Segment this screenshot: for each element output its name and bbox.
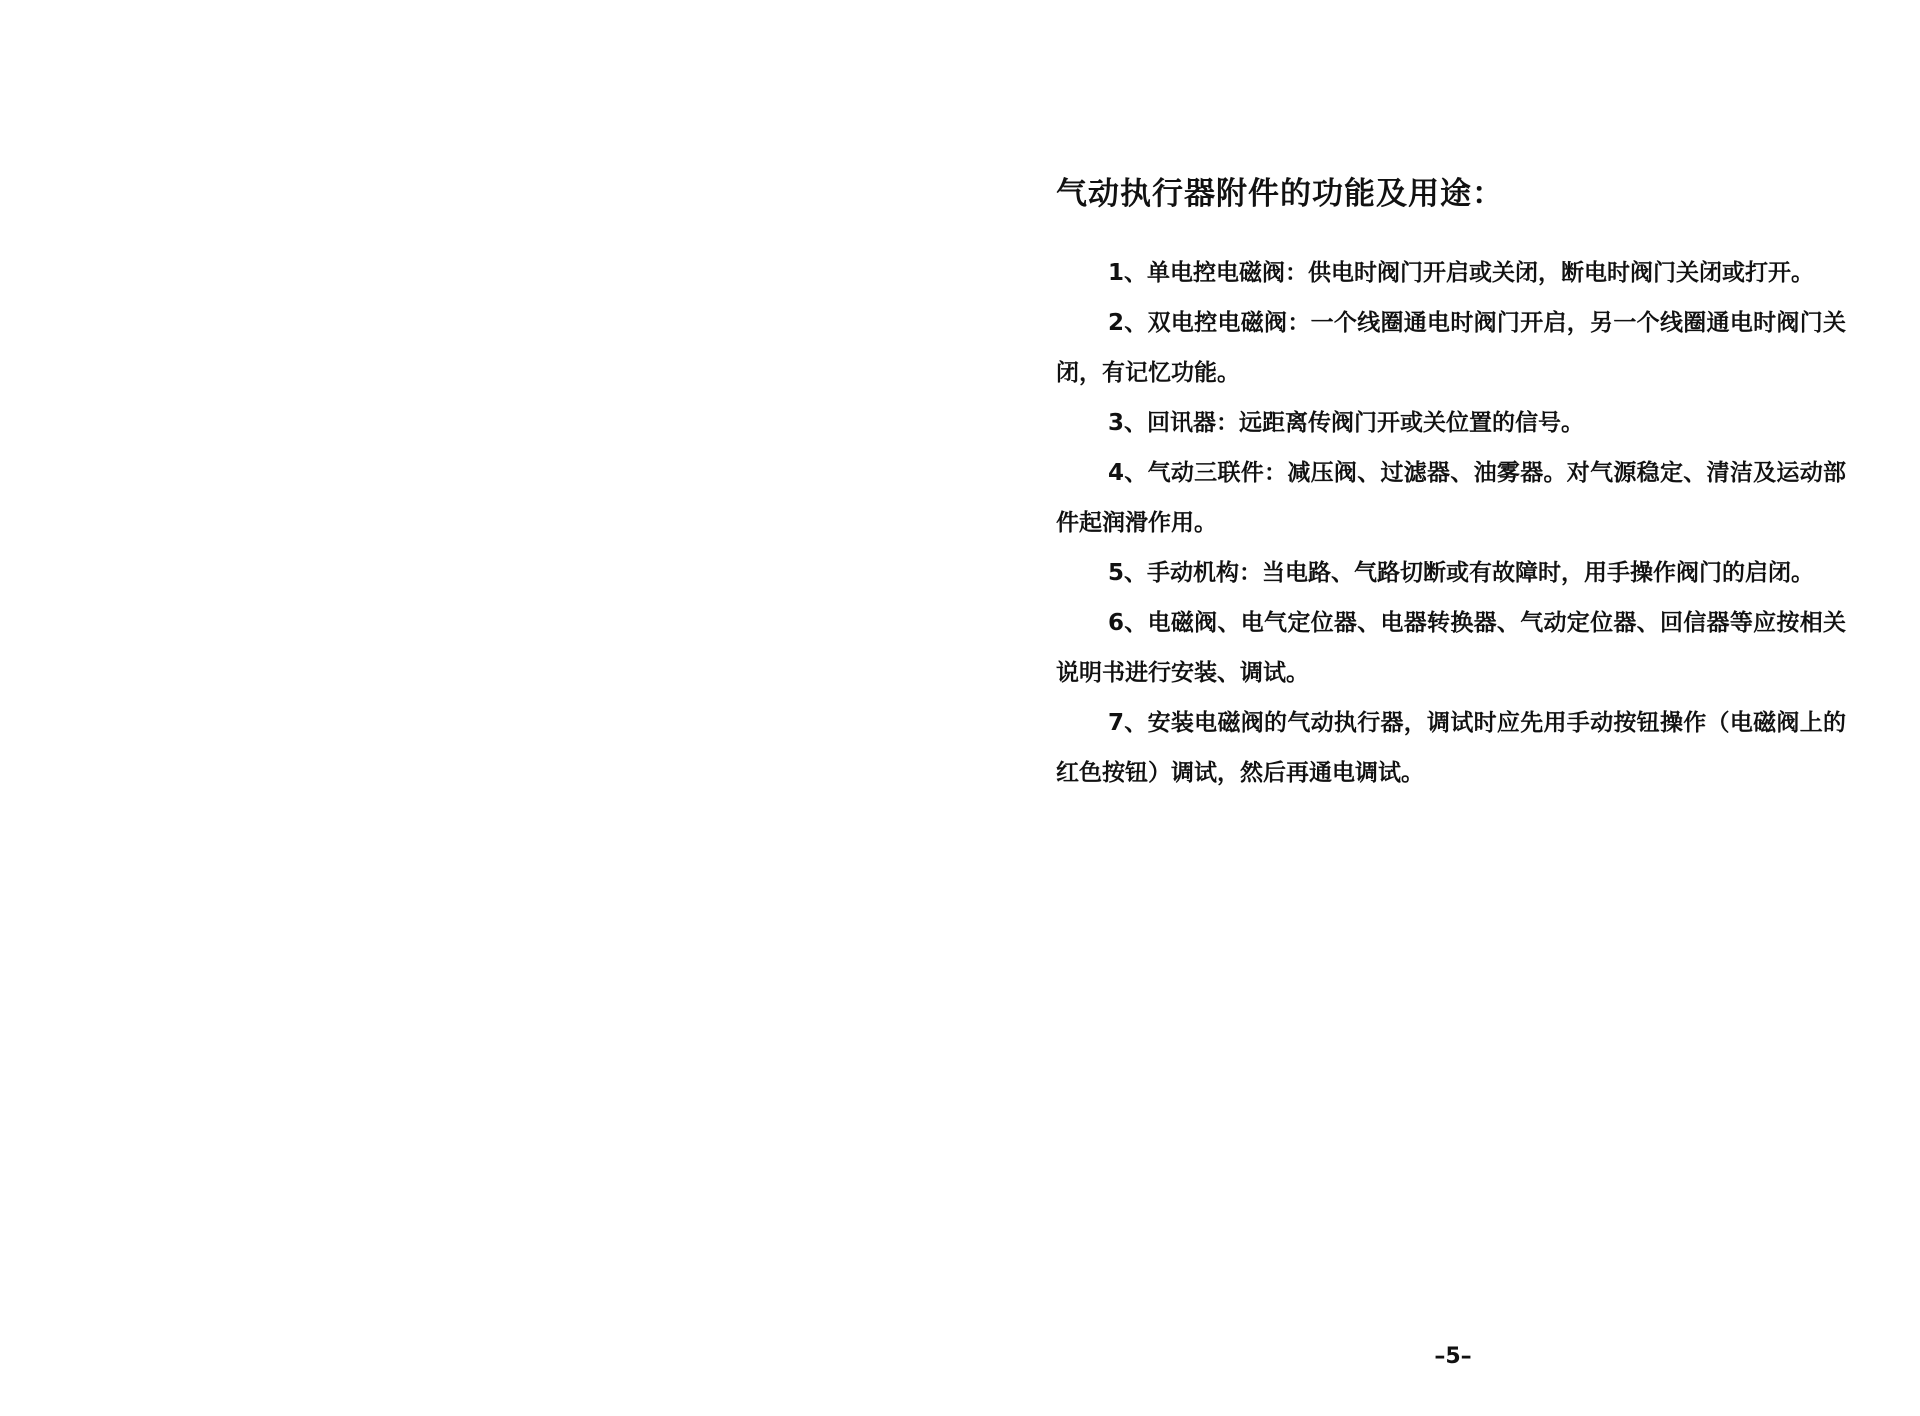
list-item: 2、双电控电磁阀：一个线圈通电时阀门开启，另一个线圈通电时阀门关闭，有记忆功能。: [1056, 310, 1846, 386]
list-item: 1、单电控电磁阀：供电时阀门开启或关闭，断电时阀门关闭或打开。: [1108, 260, 1815, 286]
list-item: 4、气动三联件：减压阀、过滤器、油雾器。对气源稳定、清洁及运动部件起润滑作用。: [1056, 460, 1846, 536]
item-list: [1056, 248, 1846, 798]
list-item: 6、电磁阀、电气定位器、电器转换器、气动定位器、回信器等应按相关说明书进行安装、调试。: [1056, 610, 1846, 686]
list-item: 3、回讯器：远距离传阀门开或关位置的信号。: [1108, 410, 1585, 436]
page-number: –5–: [1434, 1344, 1472, 1369]
right-page: [960, 0, 1920, 1416]
section-title: 气动执行器附件的功能及用途：: [1056, 176, 1504, 212]
document-content: [1056, 170, 1846, 798]
list-item: 5、手动机构：当电路、气路切断或有故障时，用手操作阀门的启闭。: [1108, 560, 1815, 586]
list-item: 7、安装电磁阀的气动执行器，调试时应先用手动按钮操作（电磁阀上的红色按钮）调试，然后再通电调试。: [1056, 710, 1846, 786]
